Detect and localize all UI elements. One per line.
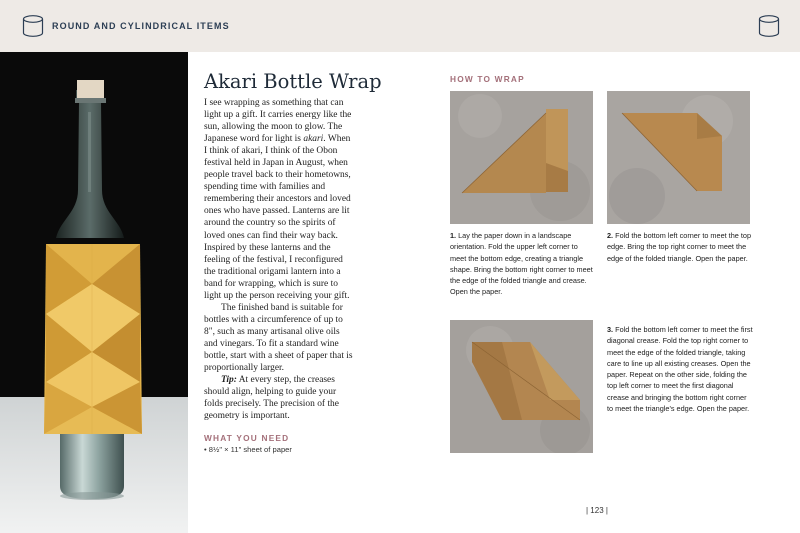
page-number: | 123 | [586, 506, 608, 515]
article-title: Akari Bottle Wrap [204, 70, 382, 93]
step-number: 2. [607, 231, 614, 240]
how-to-wrap-heading: HOW TO WRAP [450, 74, 525, 84]
akari-word: akari [303, 134, 324, 145]
supply-list-item: • 8½" × 11" sheet of paper [204, 445, 292, 454]
step-1-caption: 1. Lay the paper down in a landscape orientation. Fold the upper left corner to meet the bottom edge, creating a triangle shape. Bring the bottom right corner to meet the edge of the folded triangle and crease. Open the paper. [450, 231, 593, 297]
tip-label: Tip: [221, 375, 237, 386]
bullet: • [204, 445, 209, 454]
article-body [204, 97, 354, 422]
step-1-photo [450, 91, 593, 224]
section-title: ROUND AND CYLINDRICAL ITEMS [52, 21, 230, 31]
what-you-need-heading: WHAT YOU NEED [204, 433, 290, 443]
intro-paragraph: I see wrapping as something that can light up a gift. It carries energy like the sun, allowing the moon to glow. The Japanese word for light is akari. When I think of akari, I think of the Obon festival held in Japan in August, when people travel back to their hometowns, spending time with families and remembering their ancestors and loved ones who have passed. Lanterns are lit around the country so the spirits of loved ones can find their way back. Inspired by these lanterns and the feeling of the festival, I reconfigured the traditional origami lantern into a band for wrapping, which is sure to light up the person receiving your gift. [204, 98, 352, 301]
step-3-photo [450, 320, 593, 453]
cylinder-icon [758, 14, 780, 38]
step-number: 1. [450, 231, 457, 240]
cylinder-icon [22, 14, 44, 38]
step-2-photo [607, 91, 750, 224]
step-number: 3. [607, 325, 614, 334]
hero-photo [0, 52, 188, 533]
step-3-caption: 3. Fold the bottom left corner to meet the first diagonal crease. Fold the top right corner to meet the edge of the folded triangle, taking care to line up all existing creases. Open the paper. Repeat on the other side, folding the top left corner to meet the first diagonal crease and bringing the bottom right corner to meet the triangle's edge. Open the paper. [607, 325, 753, 414]
tip-paragraph: Tip: At every step, the creases should align, helping to guide your folds precisely. The precision of the geometry is important. [204, 375, 339, 422]
step-2-caption: 2. Fold the bottom left corner to meet the top edge. Bring the top right corner to meet the edge of the folded triangle. Open the paper. [607, 231, 751, 263]
band-size-paragraph: The finished band is suitable for bottles with a circumference of up to 8", such as many artisanal olive oils and vinegars. To fit a standard wine bottle, start with a sheet of paper that is proportionally larger. [204, 302, 353, 374]
